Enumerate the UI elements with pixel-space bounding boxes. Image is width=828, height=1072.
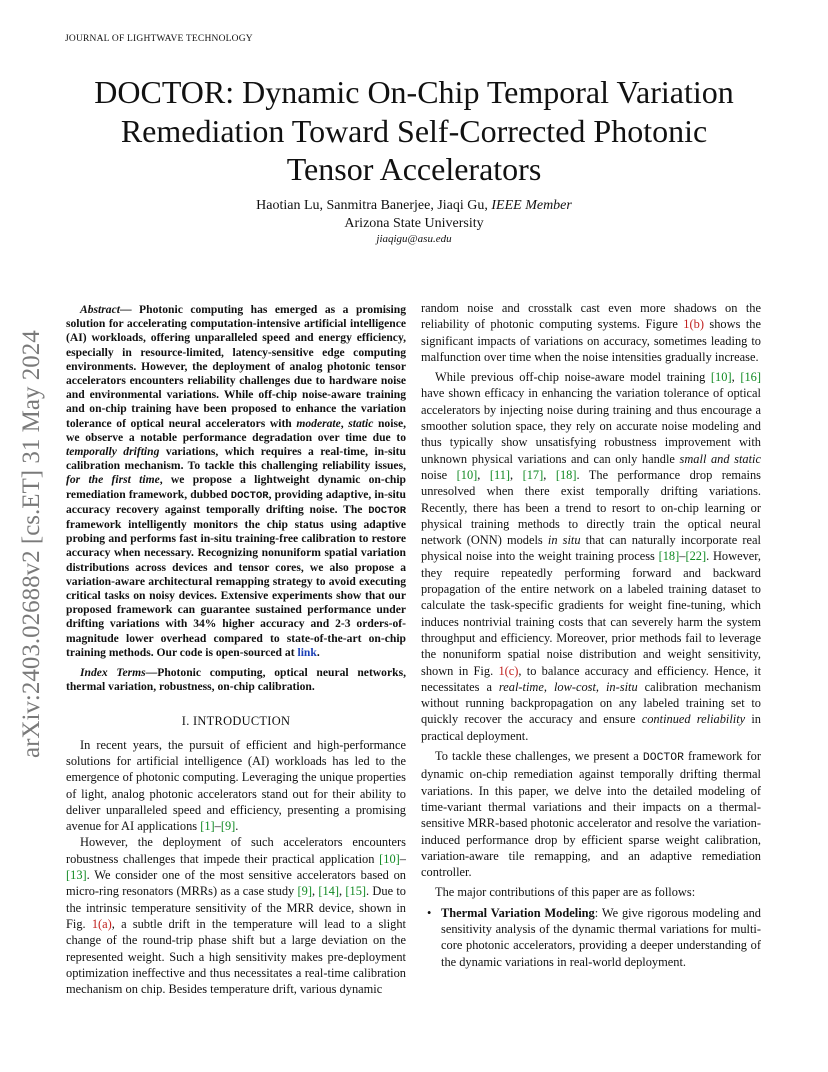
citation-link[interactable]: [18] [658,549,680,564]
body-text: have shown efficacy in enhancing the variation tolerance of optical accelerators by injecting noise during training and thus encourage a smoother solution space, they rely on accurate noise modeling and thus typically show unsatisfying robustness improvement with unknown physical variations and can only handle [421,386,761,466]
body-text: To tackle these challenges, we present a [435,749,643,764]
citation-link[interactable]: [9] [297,884,312,899]
figure-link[interactable]: 1(b) [683,317,704,332]
author-list [60,197,768,215]
body-em: continued reliability [641,712,746,727]
right-paragraph-4: The major contributions of this paper are as follows: [435,885,696,900]
doctor-name: DOCTOR [642,752,684,765]
author-role: IEEE Member [491,198,572,213]
body-text: . However, they require repeatedly performing forward and backward propagation of the entire network on a labeled training dataset to calculate the task-specific gradients for weight fine-tuning, which induces nontrivial training costs that can severely harm the system throughput and efficiency. Moreover, prior methods fail to leverage the nonuniform spatial noise distribution and weight sensitivity, shown in Fig. [421,549,761,678]
body-em: small and static [679,451,761,466]
abstract-text: variations, which requires a real-time, in-situ calibration mechanism. To tackle this challenging reliability issues, [66,445,406,473]
citation-link[interactable]: [10] [710,370,732,385]
body-text: , [510,467,523,482]
arxiv-stamp[interactable]: arXiv:2403.02688v2 [cs.ET] 31 May 2024 [18,330,45,758]
author-names: Haotian Lu, Sanmitra Banerjee, Jiaqi Gu, [256,198,488,213]
intro-paragraph-1 [66,737,406,835]
body-text: While previous off-chip noise-aware model training [435,370,711,385]
abstract-text: framework intelligently monitors the chip status using adaptive probing and performs fast in-situ training-free calibration to restore accuracy when necessary. Recognizing nonuniform spatial variation distributions across devices and tensor cores, we also propose a variation-aware architectural remapping strategy to avoid executing critical tasks on noisy devices. Extensive experiments show that our proposed framework can guarantee sustained performance under drifting variations with 34% higher accuracy and 2-3 orders-of-magnitude lower overhead compared to state-of-the-art on-chip training methods. Our code is open-sourced at [66,518,406,659]
body-text: . We consider one of the most sensitive accelerators based on micro-ring resonators (MRRs) as a case study [66,868,406,899]
title-line-1: DOCTOR: Dynamic On-Chip Temporal Variation [94,74,734,110]
code-link[interactable]: link [297,645,317,659]
body-text: shows the significant impacts of variations on accuracy, sometimes leading to malfunction over time when the noise intensities gradually increase. [421,317,761,364]
bullet-dot-icon: • [427,905,432,920]
citation-link[interactable]: [18] [555,467,577,482]
right-paragraph-2 [421,369,761,744]
body-text: , [339,884,346,899]
citation-link[interactable]: [9] [220,819,236,834]
figure-link[interactable]: 1(c) [498,663,519,678]
citation-link[interactable]: [16] [740,370,761,385]
doctor-name: DOCTOR [368,504,406,517]
body-text: , [543,467,556,482]
citation-link[interactable]: [10] [456,467,478,482]
abstract-em: temporally drifting [66,445,160,459]
body-text: , [477,467,490,482]
abstract-text: , we propose a lightweight dynamic on-chip remediation framework, dubbed [66,473,406,501]
citation-link[interactable]: [13] [66,868,87,883]
right-column [421,300,761,970]
abstract-lead: Abstract [80,303,120,316]
title-line-3: Tensor Accelerators [286,151,542,187]
body-text: . The performance drop remains unresolved when there exist temporally drifting variations. Recently, there has been a trend to resort to on-chip learning or physical training methods to directly train the optical neural network (ONN) models [421,467,761,548]
body-text: random noise and crosstalk cast even more shadows on the reliability of photonic computing systems. Figure [421,301,761,332]
body-text: , [731,370,741,385]
body-text: . [235,819,239,834]
body-text: calibration mechanism without running backpropagation on any labeled training set to quickly recover the accuracy and ensure [421,679,761,727]
abstract-text: , [340,416,349,430]
citation-link[interactable]: [17] [522,467,544,482]
body-text: – [679,549,686,564]
body-text: , to balance accuracy and efficiency. Hence, it necessitates a [421,663,762,694]
abstract-em: static [348,416,374,430]
body-text: . Due to the intrinsic temperature sensitivity of the MRR device, shown in Fig. [66,884,406,931]
citation-link[interactable]: [14] [318,884,339,899]
journal-header: JOURNAL OF LIGHTWAVE TECHNOLOGY [65,34,253,44]
citation-link[interactable]: [22] [685,549,707,564]
bullet-text: : We give rigorous modeling and sensitivity analysis of the dynamic thermal variations for multi-core photonic accelerators, providing a deeper understanding of the dynamic variations in real-world deployment. [441,905,762,969]
intro-paragraph-2 [66,834,406,997]
abstract-text: — Photonic computing has emerged as a promising solution for accelerating computation-intensive artificial intelligence (AI) workloads, offering unparalleled speed and energy efficiency, especially in resource-limited, latency-sensitive edge computing environments. However, the deployment of analog photonic tensor accelerators encounters reliability challenges due to hardware noise and environmental variations. While off-chip noise-aware training and on-chip training have been proposed to enhance the variation tolerance of optical neural accelerators with [66,303,406,430]
contribution-bullet-1 [421,905,761,970]
body-text: , [311,884,319,899]
citation-link[interactable]: [15] [345,884,367,899]
body-text: In recent years, the pursuit of efficient and high-performance solutions for artificial intelligence (AI) workloads has led to the emergence of photonic computing. Leveraging the unique properties of light, analog photonic accelerators stand out for their ability to deliver unparalleled speed and efficiency, presenting a promising avenue for AI applications [66,737,406,834]
abstract-em: for the first time [66,473,160,487]
abstract [66,303,406,660]
paper-title [60,73,768,189]
body-text: However, the deployment of such accelerators encounters robustness challenges that impede their practical application [66,835,406,866]
index-terms-text: —Photonic computing, optical neural networks, thermal variation, robustness, on-chip calibration. [66,666,406,694]
citation-link[interactable]: [11] [489,467,511,482]
body-text: noise [421,467,457,482]
figure-link[interactable]: 1(a) [91,916,112,931]
body-text: – [399,851,406,866]
body-em: real-time, low-cost, in-situ [498,679,638,694]
abstract-text: noise, we observe a notable performance degradation over time due to [66,416,406,444]
body-text: in practical deployment. [421,712,761,743]
section-heading-introduction: I. INTRODUCTION [181,714,291,729]
citation-link[interactable]: [1] [200,819,215,834]
abstract-text: , providing adaptive, in-situ accuracy recovery against temporally drifting noise. The [66,487,406,516]
body-text: , a subtle drift in the temperature will lead to a slight change of the round-trip phase shift but a large deviation on the represented weight. Such a high sensitivity makes pre-deployment optimization ineffective and thus necessitates a real-time calibration mechanism on chip. Besides temperature drift, various dynamic [66,916,406,997]
abstract-em: moderate [296,416,341,430]
affiliation: Arizona State University [344,216,484,231]
body-text: framework for dynamic on-chip remediation against temporally drifting thermal variations. In this paper, we delve into the detailed modeling of time-variant thermal variations and their impacts on a thermal-sensitive MRR-based photonic accelerator and resolve the variation-induced performance drop by efficient sparse weight calibration, variation-aware tile remapping, and an adaptive remediation controller. [421,749,761,880]
author-email[interactable]: jiaqigu@asu.edu [376,233,452,245]
doctor-name: DOCTOR [230,489,269,502]
index-terms-lead: Index Terms [80,666,146,680]
citation-link[interactable]: [10] [379,851,400,866]
body-text: that can naturally incorporate real physical noise into the weight training process [421,533,761,564]
index-terms [66,666,406,694]
body-text: – [214,819,221,834]
body-em: in situ [547,533,581,548]
left-column [66,303,406,997]
right-paragraph-1 [421,300,761,365]
right-paragraph-3 [421,748,761,880]
bullet-title: Thermal Variation Modeling [441,905,595,920]
title-line-2: Remediation Toward Self-Corrected Photonic [120,112,708,149]
abstract-text: . [316,645,320,659]
